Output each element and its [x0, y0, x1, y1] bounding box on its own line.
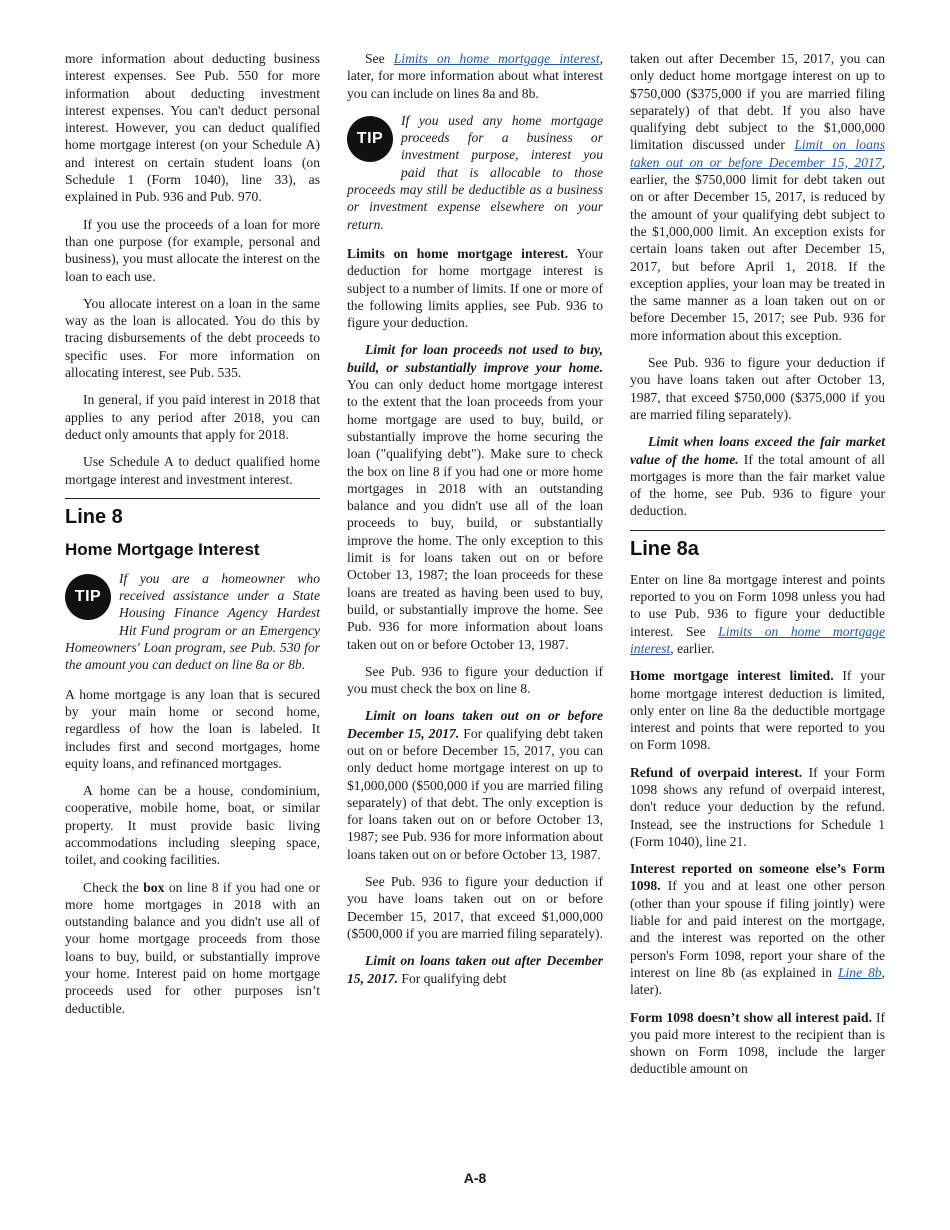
paragraph: See Limits on home mortgage interest, later, for more information about what interest you can include on lines 8a and 8b.: [347, 51, 603, 101]
column-right: [630, 50, 885, 1088]
paragraph: Refund of overpaid interest. If your Form 1098 shows any refund of overpaid interest, don't reduce your deduction by the refund. Instead, see the instructions for Schedule 1 (Form 1040), line 21.: [630, 764, 885, 849]
section-heading-line-8: Line 8: [65, 505, 123, 528]
paragraph: Limit when loans exceed the fair market value of the home. If the total amount of all mortgages is more than the fair market value of the home, see Pub. 936 to figure your deduction.: [630, 434, 885, 519]
page-number: A-8: [463, 1170, 487, 1186]
section-divider: [630, 530, 885, 531]
paragraph: A home mortgage is any loan that is secured by your main home or second home, regardless of how the loan is labeled. It includes first and second mortgages, home equity loans, and refinanced mortgages.: [65, 686, 320, 771]
tip-box: [347, 112, 603, 233]
paragraph: Use Schedule A to deduct qualified home mortgage interest and investment interest.: [65, 454, 320, 487]
paragraph: Form 1098 doesn’t show all interest paid. If you paid more interest to the recipient than is shown on Form 1098, include the larger deductible amount on: [630, 1009, 886, 1077]
link-limits-on-home-mortgage-interest[interactable]: Limits on home mortgage interest: [630, 623, 885, 656]
column-left: [65, 50, 320, 1027]
paragraph: See Pub. 936 to figure your deduction if you must check the box on line 8.: [347, 663, 603, 697]
paragraph: In general, if you paid interest in 2018 that applies to any period after 2018, you can deduct only amounts that apply for 2018.: [65, 392, 320, 442]
section-heading-line-8a: Line 8a: [630, 537, 699, 560]
paragraph: Home mortgage interest limited. If your home mortgage interest deduction is limited, only enter on line 8a the deductible mortgage interest and points that were reported to you on Form 1098.: [630, 668, 885, 753]
link-limit-on-loans-before-dec-15-2017[interactable]: Limit on loans taken out on or before December 15, 2017: [630, 137, 885, 170]
paragraph: Limits on home mortgage interest. Your deduction for home mortgage interest is subject to a number of limits. If one or more of the following limits applies, see Pub. 936 to figure your deduction.: [347, 245, 603, 331]
paragraph: Enter on line 8a mortgage interest and points reported to you on Form 1098 unless you had to use Pub. 936 to figure your deductible interest. See Limits on home mortgage interest, earlier.: [630, 571, 885, 656]
link-limits-on-home-mortgage-interest[interactable]: Limits on home mortgage interest: [393, 51, 600, 66]
tip-text: If you used any home mortgage proceeds for a business or investment purpose, interest you paid that is allocable to those proceeds may still be deductible as a business or investment expense elsewhere on your return.: [347, 112, 603, 232]
paragraph: more information about deducting business interest expenses. See Pub. 550 for more information about deducting investment interest expenses. You can't deduct personal interest. However, you can deduct qualified home mortgage interest (on your Schedule A) and interest on certain student loans (on Schedule 1 (Form 1040), line 33), as explained in Pub. 936 and Pub. 970.: [65, 51, 320, 205]
paragraph: You allocate interest on a loan in the same way as the loan is allocated. You do this by tracing disbursements of the debt proceeds to specific uses. For more information on allocating interest, see Pub. 535.: [65, 295, 320, 381]
paragraph: Check the box on line 8 if you had one or more home mortgages in 2018 with an outstanding balance and you didn't use all of your home mortgage proceeds from those loans to buy, build, or substantially improve your home. Interest paid on home mortgage proceeds used for other purposes isn’t deductible.: [65, 879, 320, 1016]
tip-text: If you are a homeowner who received assistance under a State Housing Finance Agency Hardest Hit Fund program or an Emergency Homeowners' Loan program, see Pub. 530 for the amount you can deduct on line 8a or 8b.: [65, 570, 320, 673]
paragraph: See Pub. 936 to figure your deduction if you have loans taken out on or before December 15, 2017, that exceed $1,000,000 ($500,000 if you are married filing separately).: [347, 874, 603, 941]
paragraph: If you use the proceeds of a loan for more than one purpose (for example, personal and business), you must allocate the interest on the loan to each use.: [65, 216, 320, 284]
paragraph: Limit for loan proceeds not used to buy, build, or substantially improve your home. You can only deduct home mortgage interest to the extent that the loan proceeds from your home mortgage are used to buy, build, or substantially improve the home securing the loan ("qualifying debt"). Make sure to check the box on line 8 if you had one or more home mortgages in 2018 with an outstanding balance and you didn't use all of the loan proceeds to buy, build, or substantially improve the home. The only exception to this limit is for loans taken out on or before October 13, 1987; the loan proceeds for these loans are treated as having been used to buy, build, or substantially improve the home. See Pub. 936 for more information about loans taken out on or before October 13, 1987.: [347, 342, 603, 652]
column-middle: [347, 50, 603, 997]
paragraph: A home can be a house, condominium, cooperative, mobile home, boat, or similar property. It must provide basic living accommodations including sleeping space, toilet, and cooking facilities.: [65, 783, 320, 868]
paragraph: Interest reported on someone else’s Form 1098. If you and at least one other person (other than your spouse if filing jointly) were liable for and paid interest on the mortgage, and the interest was reported on the other person's Form 1098, report your share of the interest on line 8b (as explained in Line 8b, later).: [630, 861, 885, 998]
subheading-home-mortgage-interest: Home Mortgage Interest: [65, 539, 260, 559]
tip-box: [65, 570, 320, 674]
tip-icon: TIP: [65, 574, 111, 620]
section-divider: [65, 498, 320, 499]
link-line-8b[interactable]: Line 8b: [837, 964, 882, 980]
paragraph: Limit on loans taken out on or before December 15, 2017. For qualifying debt taken out on or before December 15, 2017, you can only deduct home mortgage interest on up to $1,000,000 ($500,000 if you are married filing separately) of that debt. The only exception is for loans taken out on or before October 13, 1987; see Pub. 936 for more information about loans taken out on or before October 13, 1987.: [347, 708, 603, 862]
tip-icon: TIP: [347, 116, 393, 162]
paragraph: See Pub. 936 to figure your deduction if you have loans taken out after October 13, 1987, that exceed $750,000 ($375,000 if you are married filing separately).: [630, 355, 885, 422]
paragraph: Limit on loans taken out after December 15, 2017. For qualifying debt: [347, 953, 603, 986]
paragraph: taken out after December 15, 2017, you can only deduct home mortgage interest on up to $750,000 ($375,000 if you are married filing separately) of that debt. If you also have qualifying debt subject to the $1,000,000 limitation discussed under Limit on loans taken out on or before December 15, 2017, earlier, the $750,000 limit for debt taken out on or after December 15, 2017, is reduced by the amount of your qualifying debt subject to the $1,000,000 limit. An exception exists for certain loans taken out after December 15, 2017, but before April 1, 2018. If the exception applies, your loan may be treated in the same manner as a loan taken out on or before December 15, 2017; see Pub. 936 for more information about this exception.: [630, 51, 885, 343]
